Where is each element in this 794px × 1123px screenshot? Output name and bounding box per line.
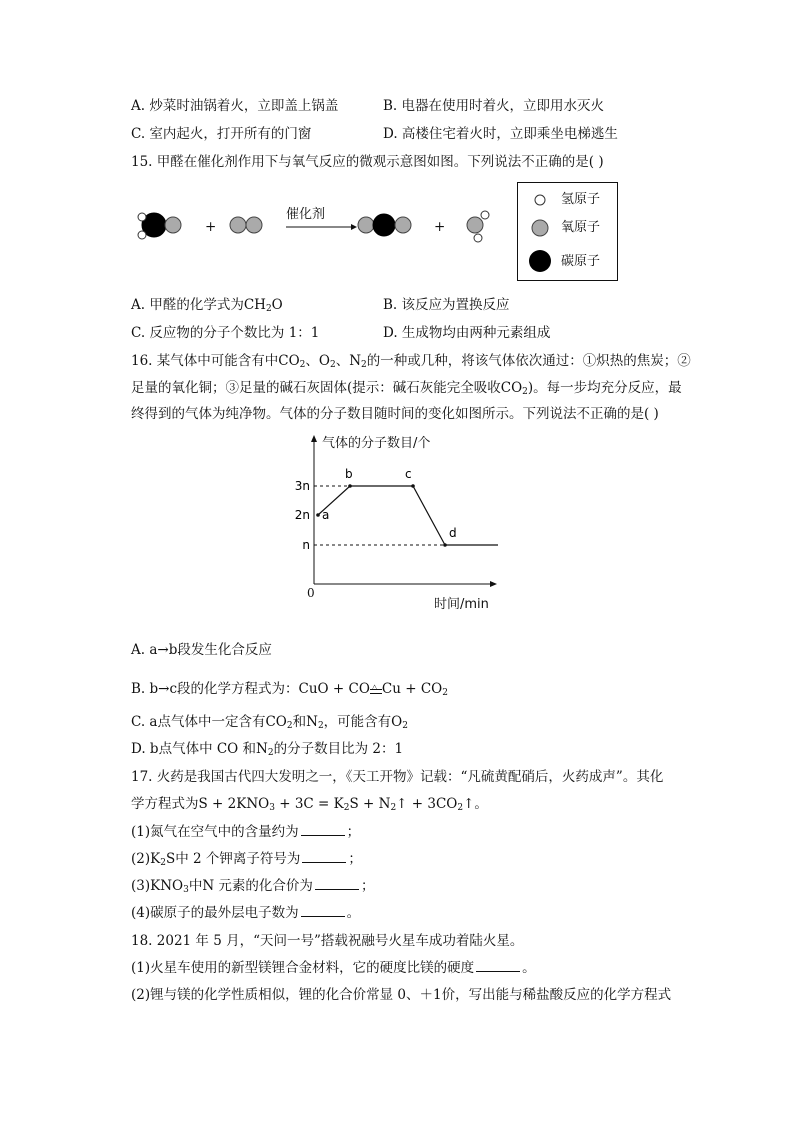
q16-option-c: C. a点气体中一定含有$CO_2$和$N_2$，可能含有$O_2$	[131, 714, 408, 731]
atom-legend	[517, 182, 618, 281]
chart-x-label: 时间/min	[434, 597, 489, 612]
q18-stem: 18. 2021 年 5 月，“天问一号”搭载祝融号火星车成功着陆火星。	[131, 933, 524, 949]
reaction-diagram	[128, 195, 518, 255]
chart-y-label: 气体的分子数目/个	[322, 436, 431, 451]
answer-blank[interactable]	[476, 959, 520, 972]
y-tick-label: n	[302, 538, 310, 552]
point-a	[316, 513, 320, 517]
legend-hydrogen: 氢原子	[561, 192, 601, 207]
q16-stem-line1: 16. 某气体中可能含有中$CO_2$、$O_2$、$N_2$的一种或几种，将该气体依次通过：①炽热的焦炭；②	[131, 353, 691, 370]
q15-option-c: C. 反应物的分子个数比为 1：1	[131, 325, 320, 341]
x-axis-arrow-icon	[490, 581, 497, 587]
legend-oxygen: 氧原子	[561, 220, 601, 235]
point-label-c: c	[405, 467, 412, 481]
q15-stem: 15. 甲醛在催化剂作用下与氧气反应的微观示意图如图。下列说法不正确的是( )	[131, 154, 604, 170]
molecule-count-chart	[280, 432, 520, 622]
q17-equation: 学方程式为$S + 2KNO_3 + 3C = K_2S$ + $N_2↑$ + $3CO_2↑$。	[131, 796, 488, 813]
q17-part-2: $(2)K_2S$中 2 个钾离子符号为 ；	[131, 851, 362, 868]
point-c	[411, 484, 415, 488]
q18-part-1: (1)火星车使用的新型镁锂合金材料，它的硬度比镁的硬度 。	[131, 960, 536, 976]
q14-option-d: D. 高楼住宅着火时，立即乘坐电梯逃生	[383, 126, 618, 142]
q16-option-b: B. b→c段的化学方程式为：CuO + CO △ $Cu + CO_2$	[131, 680, 448, 698]
q17-stem: 17. 火药是我国古代四大发明之一，《天工开物》记载：“凡硫黄配硝后，火药成声”。其化	[131, 769, 664, 785]
answer-blank[interactable]	[315, 877, 359, 890]
heating-symbol: △	[371, 683, 378, 691]
oxygen-atom-icon	[532, 220, 548, 236]
q16-stem-line2: 足量的氧化铜；③足量的碱石灰固体(提示：碱石灰能完全吸收$CO_2$)。每一步均充分反应，最	[131, 380, 682, 397]
carbon-atom-icon	[529, 250, 551, 272]
point-label-d: d	[449, 526, 457, 540]
point-d	[443, 543, 447, 547]
y-axis-arrow-icon	[311, 435, 317, 442]
point-label-b: b	[345, 467, 353, 481]
q17-part-3: $(3)KNO_3$中N 元素的化合价为 ；	[131, 878, 375, 895]
q15-option-d: D. 生成物均由两种元素组成	[383, 325, 551, 341]
q15-option-b: B. 该反应为置换反应	[383, 297, 510, 313]
legend-carbon: 碳原子	[561, 254, 601, 269]
y-tick-label: 2n	[294, 508, 310, 522]
chart-origin-label: 0	[307, 586, 315, 600]
point-b	[348, 484, 352, 488]
point-label-a: a	[322, 508, 330, 522]
answer-blank[interactable]	[302, 850, 346, 863]
series-line	[318, 486, 445, 545]
carbon-dioxide-molecule	[358, 214, 411, 236]
q16-option-a: A. a→b段发生化合反应	[131, 642, 272, 658]
answer-blank[interactable]	[301, 823, 345, 836]
oxygen-molecule	[230, 217, 262, 233]
catalyst-label: 催化剂	[286, 207, 326, 222]
answer-blank[interactable]	[301, 904, 345, 917]
y-tick-label: 3n	[294, 479, 310, 493]
plus-sign-2: +	[434, 219, 446, 235]
hydrogen-atom-icon	[535, 195, 545, 205]
q14-option-a: A. 炒菜时油锅着火，立即盖上锅盖	[131, 98, 339, 114]
q15-option-a: A. 甲醛的化学式为$CH_2O$	[131, 297, 283, 314]
q16-option-d: D. b点气体中 CO 和$N_2$的分子数目比为 2：1	[131, 741, 404, 758]
q14-option-c: C. 室内起火，打开所有的门窗	[131, 126, 312, 142]
q14-option-b: B. 电器在使用时着火，立即用水灭火	[383, 98, 605, 114]
plus-sign-1: +	[205, 219, 217, 235]
water-molecule	[467, 211, 489, 242]
arrow-icon	[351, 224, 357, 230]
q18-part-2: (2)锂与镁的化学性质相似，锂的化合价常显 0、＋1价，写出能与稀盐酸反应的化学方程式	[131, 987, 672, 1003]
q17-part-1: (1)氮气在空气中的含量约为 ；	[131, 824, 361, 840]
q16-stem-line3: 终得到的气体为纯净物。气体的分子数目随时间的变化如图所示。下列说法不正确的是( )	[131, 406, 659, 422]
formaldehyde-molecule	[138, 213, 181, 239]
q17-part-4: (4)碳原子的最外层电子数为 。	[131, 905, 361, 921]
